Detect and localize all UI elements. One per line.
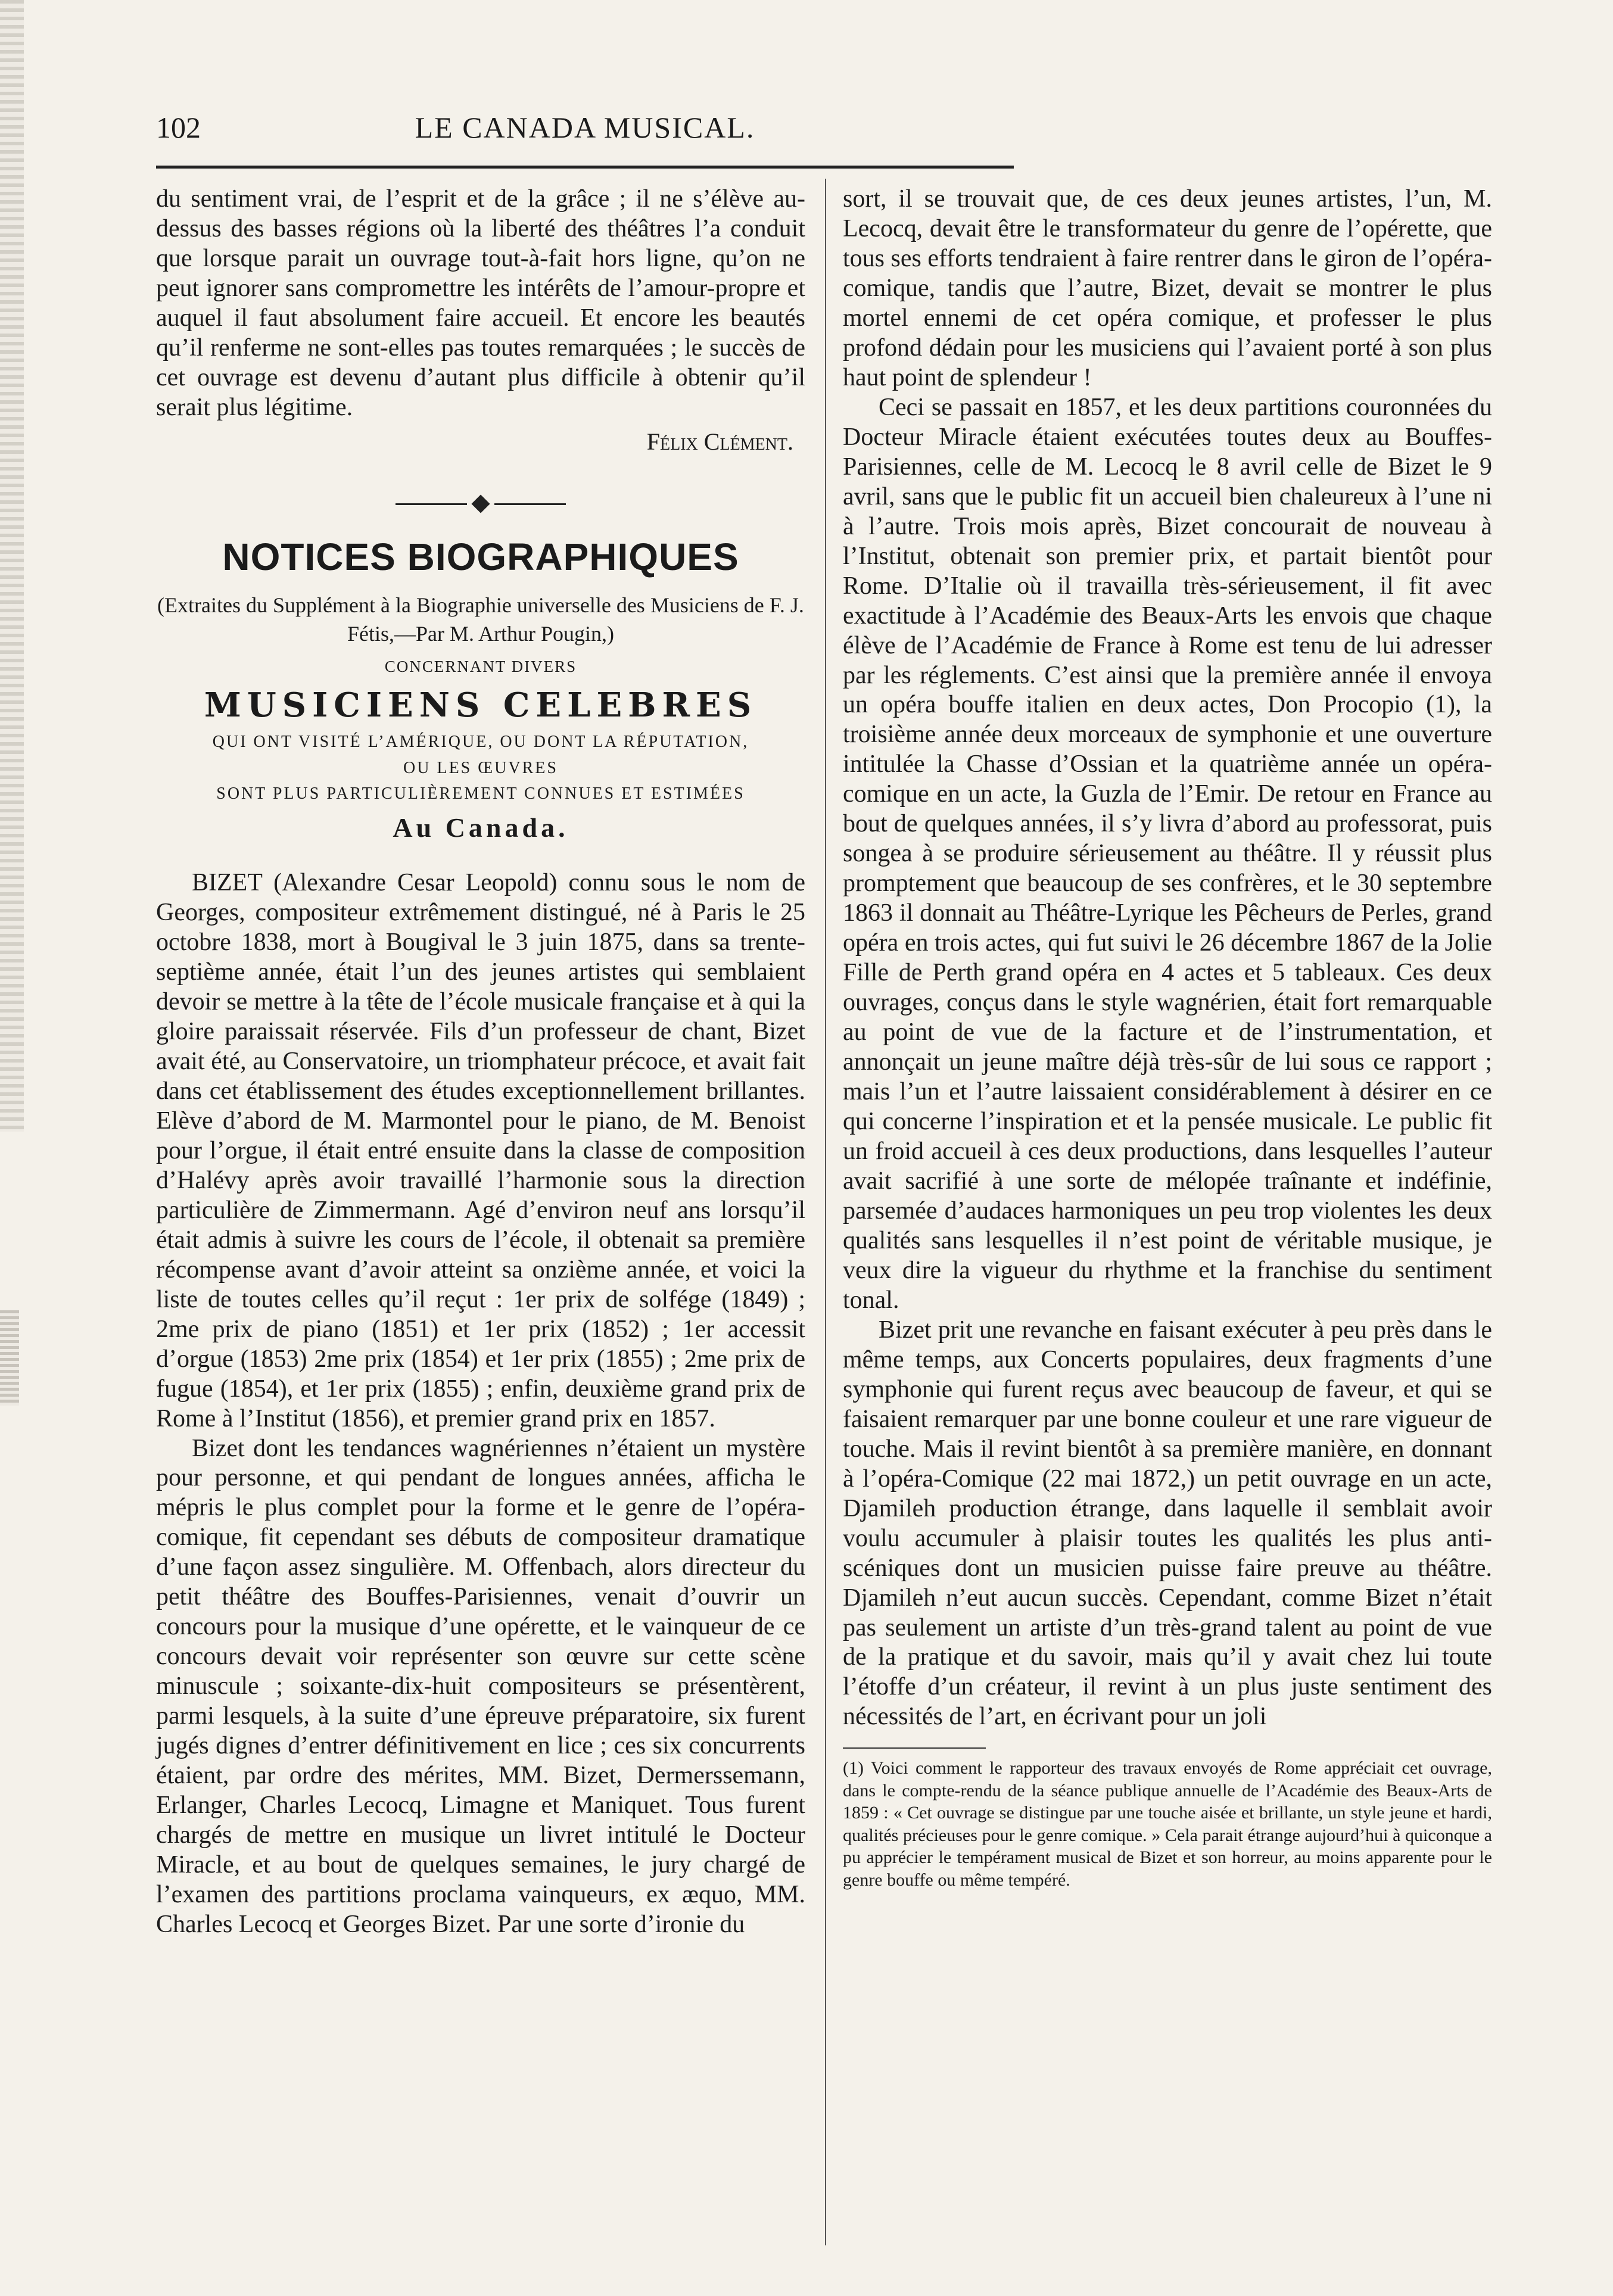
au-canada-heading: Au Canada. [393,812,569,843]
qui-ont-line: QUI ONT VISITÉ L’AMÉRIQUE, OU DONT LA RÉPUTATION, [212,733,749,752]
scan-edge-artifact [0,0,24,1132]
left-paragraph-3: Bizet dont les tendances wagnériennes n’étaient un mystère pour personne, et qui pendant de longues années, afficha le mépris le plus complet pour la forme et le genre de l’opéra-comique, fit cependant ses débuts de compositeur dramatique d’une façon assez singulière. M. Offenbach, alors directeur du petit théâtre des Bouffes-Parisiennes, venait d’ouvrir un concours pour la musique d’une opérette, et le vainqueur de ce concours devait voir représenter son œuvre sur cette scène minuscule ; soixante-dix-huit compositeurs se présentèrent, parmi lesquels, à la suite d’une épreuve préparatoire, six furent jugés dignes d’entrer définitivement en lice ; ces six concurrents étaient, par ordre des mérites, MM. Bizet, Dermerssemann, Erlanger, Charles Lecocq, Limagne et Maniquet. Tous furent chargés de mettre en musique un livret intitulé le Docteur Miracle, et au bout de quelques semaines, le jury chargé de l’examen des partitions proclama vainqueurs, ex æquo, MM. Charles Lecocq et Georges Bizet. Par une sorte d’ironie du [156,1434,805,1939]
footnote: (1) Voici comment le rapporteur des travaux envoyés de Rome appréciait cet ouvrage, dans le compte-rendu de la séance publique annuelle de l’Académie des Beaux-Arts de 1859 : « Cet ouvrage se distingue par une touche aisée et brillante, un style jeune et hardi, qualités précieuses pour le genre comique. » Cela parait étrange aujourd’hui à quiconque a pu apprécier le tempérament musical de Bizet et son horreur, au moins apparente pour le genre bouffe ou même tempéré. [843,1758,1492,1890]
sont-plus-line: SONT PLUS PARTICULIÈREMENT CONNUES ET ESTIMÉES [216,784,745,803]
left-paragraph-bizet: BIZET (Alexandre Cesar Leopold) connu sous le nom de Georges, compositeur extrêmement distingué, né à Paris le 25 octobre 1838, mort à Bougival le 3 juin 1875, dans sa trente-septième année, était l’un des jeunes artistes qui semblaient devoir se mettre à la tête de l’école musicale française et à qui la gloire paraissait réservée. Fils d’un professeur de chant, Bizet avait été, au Conservatoire, un triomphateur précoce, et avait fait dans cet établissement des études exceptionnellement brillantes. Elève d’abord de M. Marmontel pour le piano, de M. Benoist pour l’orgue, il était entré ensuite dans la classe de composition d’Halévy après avoir travaillé l’harmonie sous la direction particulière de Zimmermann. Agé d’environ neuf ans lorsqu’il était admis à suivre les cours de l’école, il obtenait sa première récompense avant d’avoir atteint sa onzième année, et voici la liste de toutes celles qu’il reçut : 1er prix de solfége (1849) ; 2me prix de piano (1851) et 1er prix (1852) ; 1er accessit d’orgue (1853) 2me prix (1854) et 1er prix (1855) ; 2me prix de fugue (1854), et 1er prix (1855) ; enfin, deuxième grand prix de Rome à l’Institut (1856), et premier grand prix en 1857. [156,869,805,1432]
footnote-rule [843,1747,986,1749]
page-header [156,110,1014,152]
section-title: NOTICES BIOGRAPHIQUES [222,535,739,579]
ou-les-line: OU LES ŒUVRES [403,758,558,777]
musiciens-heading: MUSICIENS CELEBRES [204,685,758,725]
ornament-line-right [494,503,566,505]
left-paragraph-1: du sentiment vrai, de l’esprit et de la grâce ; il ne s’élève au-dessus des basses régions où la liberté des théâtres l’a conduit que lorsque parait un ouvrage tout-à-fait hors ligne, qu’on ne peut ignorer sans compromettre les intérêts de l’amour-propre et auquel il faut absolument faire accueil. Et encore les beautés qu’il renferme ne sont-elles pas toutes remarquées ; le succès de cet ouvrage est devenu d’autant plus difficile à obtenir qu’il serait plus légitime. [156,185,805,421]
ornament-diamond-icon [471,495,490,513]
extract-note: (Extraites du Supplément à la Biographie universelle des Musiciens de F. J. Fétis,—Par M. Arthur Pougin,) [157,593,804,646]
right-column [843,185,1492,1891]
right-paragraph-2: Ceci se passait en 1857, et les deux partitions couronnées du Docteur Miracle étaient exécutées toutes deux au Bouffes-Parisiennes, celle de M. Lecocq le 8 avril celle de Bizet le 9 avril, sans que le public fit un accueil bien chaleureux à l’une ni à l’autre. Trois mois après, Bizet concourait de nouveau à l’Institut, obtenait son premier prix, et partait bientôt pour Rome. D’Italie où il travailla très-sérieusement, il fit avec exactitude à l’Académie des Beaux-Arts les envois que chaque élève de l’Académie de France à Rome est tenu de lui adresser par les réglements. C’est ainsi que la première année il envoya un opéra bouffe italien en deux actes, Don Procopio (1), la troisième année deux morceaux de symphonie et une ouverture intitulée la Chasse d’Ossian et la quatrième année un opéra-comique en un acte, la Guzla de l’Emir. De retour en France au bout de quelques années, il s’y livra d’abord au professorat, puis songea à se produire sérieusement au théâtre. Il y réussit plus promptement que beaucoup de ses confrères, et le 30 septembre 1863 il donnait au Théâtre-Lyrique les Pêcheurs de Perles, grand opéra en trois actes, qui fut suivi le 26 décembre 1867 de la Jolie Fille de Perth grand opéra en 4 actes et 5 tableaux. Ces deux ouvrages, conçus dans le style wagnérien, était fort remarquable au point de vue de la facture et de l’instrumentation, et annonçait un jeune maître déjà très-sûr de lui sous ce rapport ; mais l’un et l’autre laissaient considérablement à désirer en ce qui concerne l’inspiration et et la pensée musicale. Le public fit un froid accueil à ces deux productions, dans lesquelles l’auteur avait sacrifié à une sorte de mélopée traînante et indéfinie, parsemée d’audaces harmoniques un peu trop violentes les deux qualités sans lesquelles il n’est point de véritable musique, je veux dire la vigueur du rhythme et la franchise du sentiment tonal. [843,393,1492,1314]
page-number: 102 [156,111,201,144]
author-signature: Félix Clément. [646,428,793,455]
section-ornament [156,497,805,510]
column-divider [825,179,826,2245]
right-paragraph-3: Bizet prit une revanche en faisant exécuter à peu près dans le même temps, aux Concerts populaires, deux fragments d’une symphonie qui furent reçus avec beaucoup de faveur, et qui se faisaient remarquer par une bonne couleur et une rare vigueur de touche. Mais il revint bientôt à sa première manière, en donnant à l’opéra-Comique (22 mai 1872,) un petit ouvrage en un acte, Djamileh production étrange, dans laquelle il semblait avoir voulu accumuler à plaisir toutes les qualités les plus anti-scéniques dont un musicien puisse faire preuve au théâtre. Djamileh n’eut aucun succès. Cependant, comme Bizet n’était pas seulement un artiste d’un très-grand talent au point de vue de la pratique et du savoir, mais qu’il y avait chez lui toute l’étoffe d’un créateur, il revint à un plus juste sentiment des nécessités de l’art, en écrivant pour un joli [843,1316,1492,1731]
running-title: LE CANADA MUSICAL. [415,111,755,144]
concernant-line: CONCERNANT DIVERS [384,657,577,675]
ornament-line-left [396,503,467,505]
header-rule [156,166,1014,169]
left-column [156,185,805,1940]
scan-edge-artifact-lower [0,1310,19,1406]
right-paragraph-1: sort, il se trouvait que, de ces deux jeunes artistes, l’un, M. Lecocq, devait être le transformateur du genre de l’opérette, que tous ses efforts tendraient à faire rentrer dans le giron de l’opéra-comique, tandis que l’autre, Bizet, devait se montrer le plus mortel ennemi de cet opéra comique, et professer le plus profond dédain pour les musiciens qui l’avaient porté à son plus haut point de splendeur ! [843,185,1492,391]
